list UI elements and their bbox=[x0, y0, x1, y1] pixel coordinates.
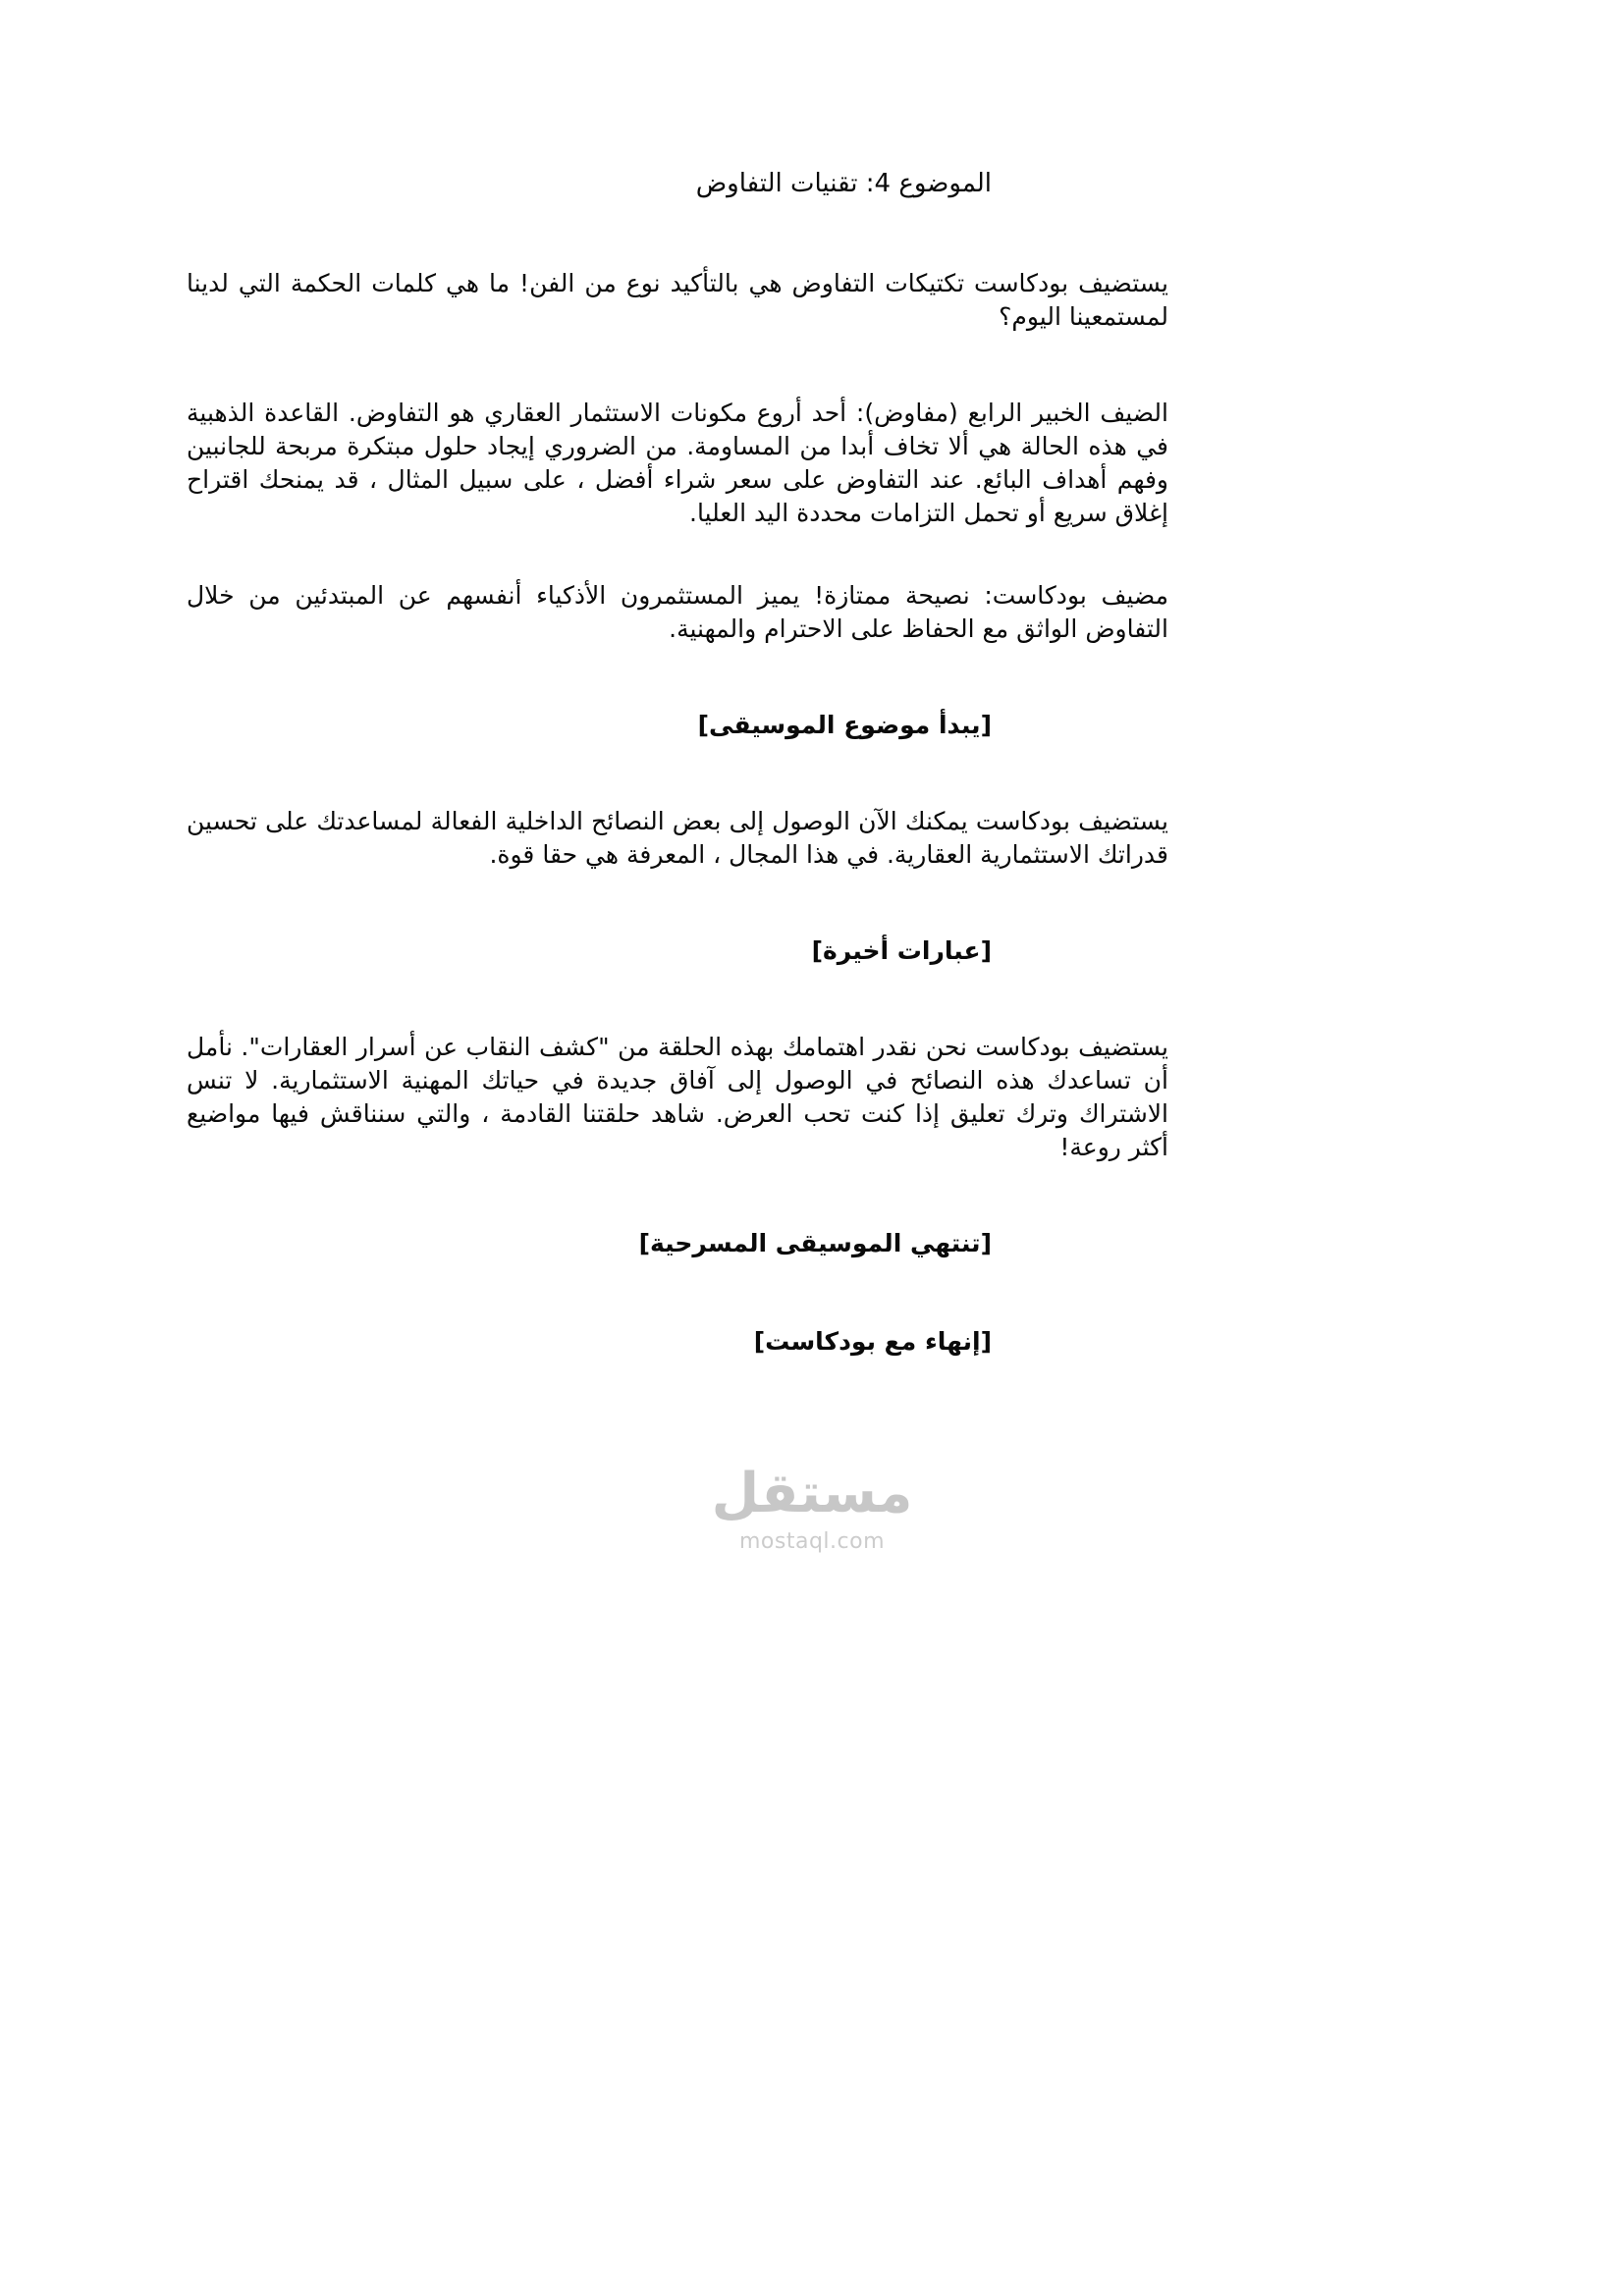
mostaql-site-url: mostaql.com bbox=[738, 1529, 886, 1554]
cue-end-with-podcast: [إنهاء مع بودكاست] bbox=[753, 1327, 992, 1356]
cue-final-words: [عبارات أخيرة] bbox=[811, 936, 992, 965]
document-heading: الموضوع 4: تقنيات التفاوض bbox=[695, 169, 992, 198]
mostaql-watermark bbox=[0, 1462, 1624, 1555]
paragraph-host-comment: مضيف بودكاست: نصيحة ممتازة! يميز المستثمرون الأذكياء أنفسهم عن المبتدئين من خلال التفاوض الواثق مع الحفاظ على الاحترام والمهنية. bbox=[187, 581, 1168, 643]
paragraph-guest-negotiator: الضيف الخبير الرابع (مفاوض): أحد أروع مكونات الاستثمار العقاري هو التفاوض. القاعدة الذهبية في هذه الحالة هي ألا تخاف أبدا من المساومة. من الضروري إيجاد حلول مبتكرة مربحة للجانبين وفهم أهداف البائع. عند التفاوض على سعر شراء أفضل ، على سبيل المثال ، قد يمنحك اقتراح إغلاق سريع أو تحمل التزامات محددة اليد العليا. bbox=[187, 399, 1168, 527]
document-content bbox=[187, 167, 1168, 1359]
cue-music-theme-start: [يبدأ موضوع الموسيقى] bbox=[697, 711, 992, 739]
cue-theme-music-end: [تنتهي الموسيقى المسرحية] bbox=[638, 1229, 992, 1257]
paragraph-host-intro: يستضيف بودكاست تكتيكات التفاوض هي بالتأكيد نوع من الفن! ما هي كلمات الحكمة التي لدينا لمستمعينا اليوم؟ bbox=[187, 269, 1168, 331]
paragraph-host-outro: يستضيف بودكاست نحن نقدر اهتمامك بهذه الحلقة من "كشف النقاب عن أسرار العقارات". نأمل أن تساعدك هذه النصائح في الوصول إلى آفاق جديدة في حياتك المهنية الاستثمارية. لا تنس الاشتراك وترك تعليق إذا كنت تحب العرض. شاهد حلقتنا القادمة ، والتي سنناقش فيها مواضيع أكثر روعة! bbox=[187, 1033, 1168, 1161]
paragraph-host-tips: يستضيف بودكاست يمكنك الآن الوصول إلى بعض النصائح الداخلية الفعالة لمساعدتك على تحسين قدراتك الاستثمارية العقارية. في هذا المجال ، المعرفة هي حقا قوة. bbox=[187, 807, 1168, 869]
mostaql-logo-text: مستقل bbox=[711, 1462, 913, 1525]
